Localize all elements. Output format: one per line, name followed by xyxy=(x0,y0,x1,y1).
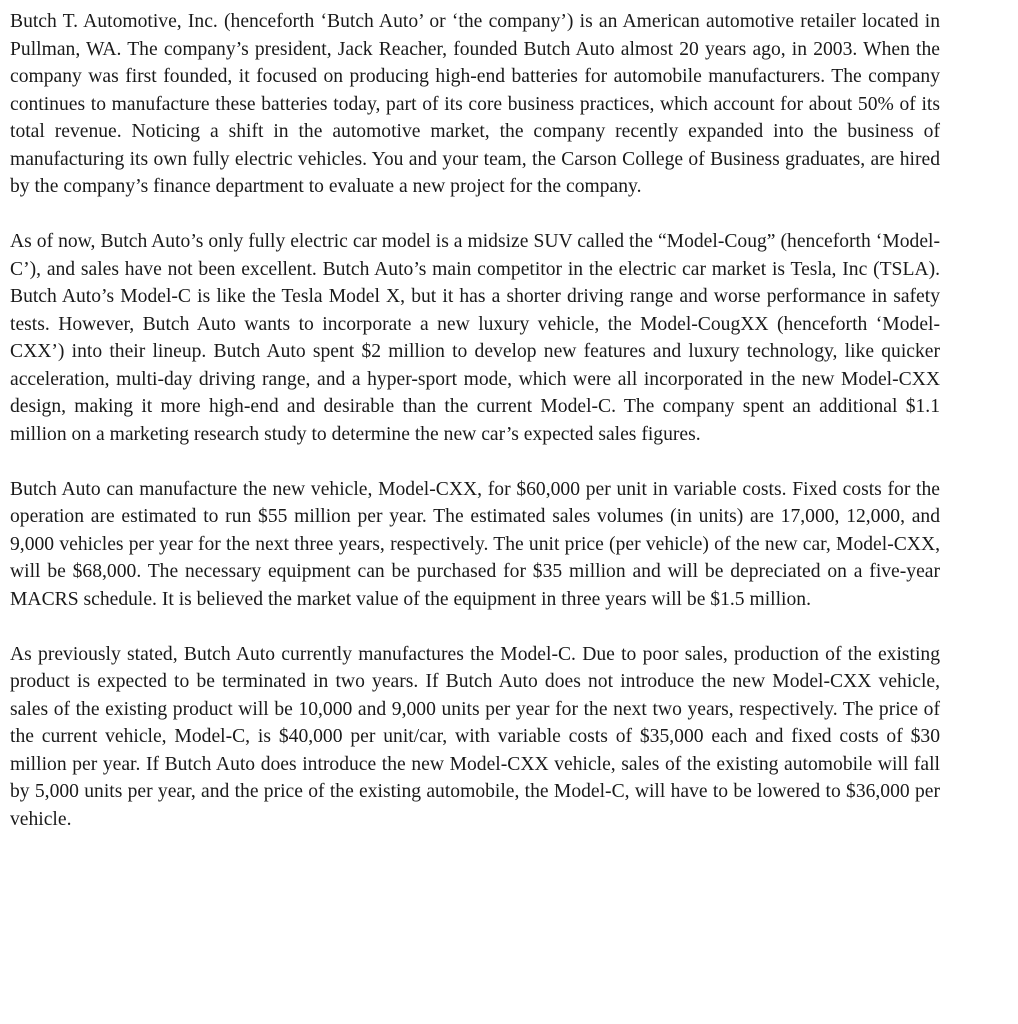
document-body xyxy=(10,8,940,833)
paragraph-company-background: Butch T. Automotive, Inc. (henceforth ‘Butch Auto’ or ‘the company’) is an American automotive retailer located in Pullman, WA. The company’s president, Jack Reacher, founded Butch Auto almost 20 years ago, in 2003. When the company was first founded, it focused on producing high-end batteries for automobile manufacturers. The company continues to manufacture these batteries today, part of its core business practices, which account for about 50% of its total revenue. Noticing a shift in the automotive market, the company recently expanded into the business of manufacturing its own fully electric vehicles. You and your team, the Carson College of Business graduates, are hired by the company’s finance department to evaluate a new project for the company. xyxy=(10,11,940,197)
paragraph-existing-product: As previously stated, Butch Auto currently manufactures the Model-C. Due to poor sales, production of the existing product is expected to be terminated in two years. If Butch Auto does not introduce the new Model-CXX vehicle, sales of the existing product will be 10,000 and 9,000 units per year for the next two years, respectively. The price of the current vehicle, Model-C, is $40,000 per unit/car, with variable costs of $35,000 each and fixed costs of $30 million per year. If Butch Auto does introduce the new Model-CXX vehicle, sales of the existing automobile will fall by 5,000 units per year, and the price of the existing automobile, the Model-C, will have to be lowered to $36,000 per vehicle. xyxy=(10,643,940,830)
paragraph-model-c-and-cxx: As of now, Butch Auto’s only fully electric car model is a midsize SUV called the “Model-Coug” (henceforth ‘Model-C’), and sales have not been excellent. Butch Auto’s main competitor in the electric car market is Tesla, Inc (TSLA). Butch Auto’s Model-C is like the Tesla Model X, but it has a shorter driving range and worse performance in safety tests. However, Butch Auto wants to incorporate a new luxury vehicle, the Model-CougXX (henceforth ‘Model-CXX’) into their lineup. Butch Auto spent $2 million to develop new features and luxury technology, like quicker acceleration, multi-day driving range, and a hyper-sport mode, which were all incorporated in the new Model-CXX design, making it more high-end and desirable than the current Model-C. The company spent an additional $1.1 million on a marketing research study to determine the new car’s expected sales figures. xyxy=(10,231,940,445)
paragraph-model-cxx-costs: Butch Auto can manufacture the new vehicle, Model-CXX, for $60,000 per unit in variable costs. Fixed costs for the operation are estimated to run $55 million per year. The estimated sales volumes (in units) are 17,000, 12,000, and 9,000 vehicles per year for the next three years, respectively. The unit price (per vehicle) of the new car, Model-CXX, will be $68,000. The necessary equipment can be purchased for $35 million and will be depreciated on a five-year MACRS schedule. It is believed the market value of the equipment in three years will be $1.5 million. xyxy=(10,478,940,610)
